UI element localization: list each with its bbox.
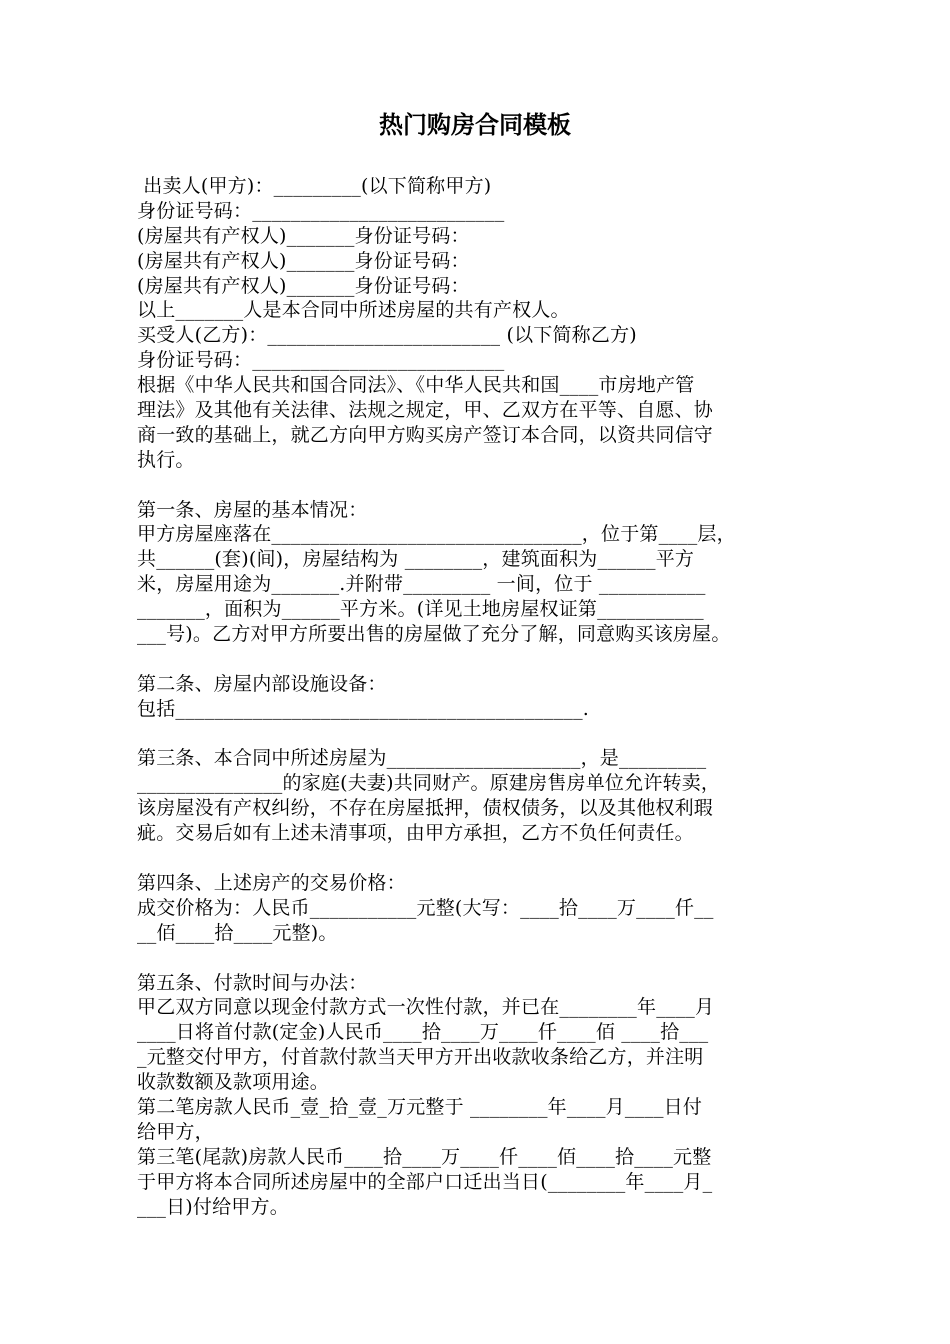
text-line: 商一致的基础上，就乙方向甲方购买房产签订本合同，以资共同信守 bbox=[137, 423, 714, 446]
text-line: 买受人(乙方)：________________________ (以下简称乙方) bbox=[137, 324, 637, 347]
text-line: 该房屋没有产权纠纷，不存在房屋抵押，债权债务，以及其他权利瑕 bbox=[137, 797, 714, 820]
text-line: 根据《中华人民共和国合同法》、《中华人民共和国____市房地产管 bbox=[137, 374, 695, 397]
text-line: ____日将首付款(定金)人民币____拾____万____仟____佰 ____拾___ bbox=[137, 1021, 709, 1044]
paragraph-gap bbox=[137, 846, 817, 871]
text-line: 第五条、付款时间与办法： bbox=[137, 971, 368, 994]
text-line: (房屋共有产权人)_______身份证号码： bbox=[137, 224, 470, 247]
text-line: 共______(套)(间)，房屋结构为 ________，建筑面积为______平方 bbox=[137, 548, 695, 571]
text-line: 于甲方将本合同所述房屋中的全部户口迁出当日(________年____月_ bbox=[137, 1170, 713, 1193]
paragraph-gap bbox=[137, 647, 817, 672]
text-line: 收款数额及款项用途。 bbox=[137, 1071, 330, 1094]
text-line: _元整交付甲方，付首款付款当天甲方开出收款收条给乙方，并注明 bbox=[137, 1046, 704, 1069]
text-line: __佰____拾____元整)。 bbox=[137, 921, 338, 944]
text-line: 包括__________________________________________. bbox=[137, 697, 590, 720]
text-line: 甲方房屋座落在________________________________，位于第____层， bbox=[137, 523, 736, 546]
text-line: 身份证号码：__________________________ bbox=[137, 199, 505, 222]
text-line: 米，房屋用途为_______.并附带_________ 一间，位于 ___________ bbox=[137, 573, 706, 596]
text-line: (房屋共有产权人)_______身份证号码： bbox=[137, 249, 470, 272]
page-title: 热门购房合同模板 bbox=[379, 110, 571, 139]
text-line: _______________的家庭(夫妻)共同财产。原建房售房单位允许转卖， bbox=[137, 772, 721, 795]
text-line: 第二笔房款人民币_壹_拾_壹_万元整于 ________年____月____日付 bbox=[137, 1095, 703, 1118]
text-line: ___日)付给甲方。 bbox=[137, 1195, 289, 1218]
contract-body bbox=[137, 174, 817, 1219]
text-line: 身份证号码：__________________________ bbox=[137, 349, 505, 372]
text-line: ___号)。乙方对甲方所要出售的房屋做了充分了解，同意购买该房屋。 bbox=[137, 623, 731, 646]
text-line: _______，面积为______平方米。(详见土地房屋权证第___________ bbox=[137, 598, 704, 621]
paragraph-gap bbox=[137, 946, 817, 971]
text-line: 第一条、房屋的基本情况： bbox=[137, 498, 368, 521]
text-line: 执行。 bbox=[137, 448, 195, 471]
text-line: 甲乙双方同意以现金付款方式一次性付款，并已在________年____月 bbox=[137, 996, 715, 1019]
text-line: 疵。交易后如有上述未清事项，由甲方承担，乙方不负任何责任。 bbox=[137, 822, 694, 845]
text-line: 第二条、房屋内部设施设备： bbox=[137, 672, 387, 695]
text-line: (房屋共有产权人)_______身份证号码： bbox=[137, 274, 470, 297]
text-line: 出卖人(甲方)：_________(以下简称甲方) bbox=[137, 175, 492, 197]
text-line: 成交价格为：人民币___________元整(大写：____拾____万____仟__ bbox=[137, 896, 714, 919]
text-line: 给甲方， bbox=[137, 1120, 214, 1143]
text-line: 第三条、本合同中所述房屋为____________________，是_________ bbox=[137, 747, 707, 770]
text-line: 理法》及其他有关法律、法规之规定，甲、乙双方在平等、自愿、协 bbox=[137, 399, 714, 422]
paragraph-gap bbox=[137, 473, 817, 498]
text-line: 第三笔(尾款)房款人民币____拾____万____仟____佰____拾____元整 bbox=[137, 1145, 712, 1168]
text-line: 第四条、上述房产的交易价格： bbox=[137, 871, 406, 894]
paragraph-gap bbox=[137, 722, 817, 747]
text-line: 以上_______人是本合同中所述房屋的共有产权人。 bbox=[137, 299, 570, 322]
